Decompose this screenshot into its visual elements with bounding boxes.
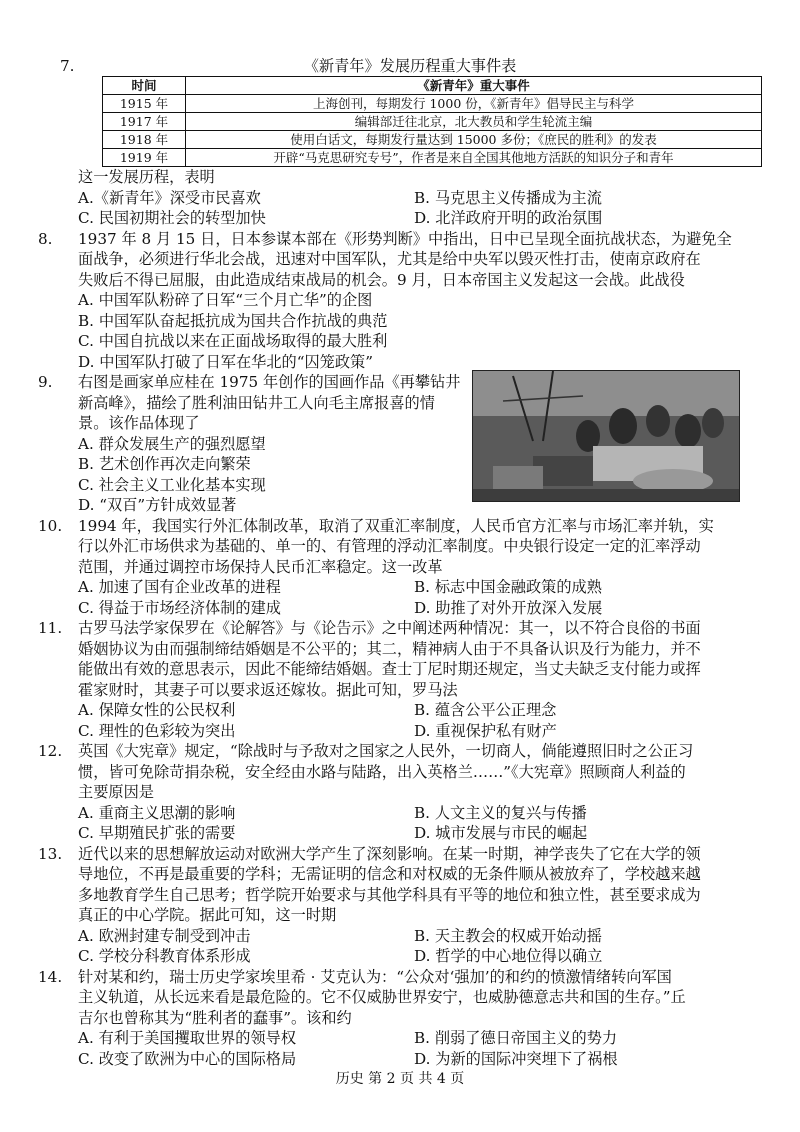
cell-year: 1919 年 [103,149,186,167]
events-table [102,76,762,167]
question-number: 13. [38,844,63,863]
option-b[interactable]: B. 中国军队奋起抵抗成为国共合作抗战的典范 [78,311,388,330]
painting-image [472,370,740,502]
table-title: 《新青年》发展历程重大事件表 [303,57,517,75]
question-12 [38,741,748,844]
stem-line: 主义轨道，从长远来看是最危险的。它不仅威胁世界安宁，也威胁德意志共和国的生存。”丘 [78,988,686,1006]
option-a[interactable]: A. 群众发展生产的强烈愿望 [78,434,266,453]
option-a[interactable]: A. 保障女性的公民权利 [78,701,236,719]
option-c[interactable]: C. 民国初期社会的转型加快 [78,209,266,227]
cell-event: 上海创刊，每期发行 1000 份，《新青年》倡导民主与科学 [186,95,762,113]
option-a[interactable]: A. 加速了国有企业改革的进程 [78,578,281,596]
question-number: 8. [38,229,53,248]
option-d[interactable]: D. “双百”方针成效显著 [78,496,237,514]
option-c[interactable]: C. 理性的色彩较为突出 [78,721,236,740]
cell-event: 使用白话文，每期发行量达到 15000 多份；《庶民的胜利》的发表 [186,131,762,149]
table-row [103,131,762,149]
option-a[interactable]: A. 重商主义思潮的影响 [78,803,236,822]
stem-line: 失败后不得已屈服，由此造成结束战局的机会。9 月，日本帝国主义发起这一会战。此战役 [78,270,685,289]
options [78,290,748,372]
cell-year: 1915 年 [103,95,186,113]
stem-line: 真正的中心学院。据此可知，这一时期 [78,906,337,924]
stem-line: 1937 年 8 月 15 日，日本参谋本部在《形势判断》中指出，日中已呈现全面抗战状态，为避免全 [78,229,732,248]
stem-line: 行以外汇市场供求为基础的、单一的、有管理的浮动汇率制度。中央银行设定一定的汇率浮动 [78,537,701,555]
option-a[interactable]: A. 欧洲封建专制受到冲击 [78,926,251,945]
question-14 [38,967,748,1070]
option-d[interactable]: D. 中国军队打破了日军在华北的“囚笼政策” [78,352,374,371]
table-row [103,149,762,167]
question-number: 12. [38,742,63,760]
question-7-header [62,56,748,76]
option-b[interactable]: B. 人文主义的复兴与传播 [414,803,587,822]
stem-line: 霍家财时，其妻子可以要求返还嫁妆。据此可知，罗马法 [78,680,458,699]
stem-line: 面战争，必须进行华北会战，迅速对中国军队，尤其是给中央军以毁灭性打击，使南京政府在 [78,250,701,268]
stem-line: 新高峰》，描绘了胜利油田钻井工人向毛主席报喜的情 [78,393,435,412]
question-7-body [62,167,748,229]
options [78,188,748,229]
stem-line: 景。该作品体现了 [78,414,200,432]
question-number: 7. [60,57,75,75]
stem-line: 1994 年，我国实行外汇体制改革，取消了双重汇率制度，人民币官方汇率与市场汇率并轨，实 [78,516,714,535]
option-d[interactable]: D. 助推了对外开放深入发展 [414,598,603,617]
question-9 [38,372,748,516]
question-13 [38,844,748,967]
cell-event: 编辑部迁往北京，北大教员和学生轮流主编 [186,113,762,131]
table-row [103,113,762,131]
stem-line: 古罗马法学家保罗在《论解答》与《论告示》之中阐述两种情况：其一，以不符合良俗的书面 [78,619,701,637]
option-d[interactable]: D. 重视保护私有财产 [414,721,557,740]
stem-line: 多地教育学生自己思考；哲学院开始要求与其他学科具有平等的地位和独立性，甚至要求成为 [78,885,701,904]
stem-line: 英国《大宪章》规定，“除战时与予敌对之国家之人民外，一切商人，倘能遵照旧时之公正习 [78,742,694,760]
stem-line: 导地位，不再是最重要的学科；无需证明的信念和对权威的无条件顺从被放弃了，学校越来越 [78,865,701,883]
stem-line: 近代以来的思想解放运动对欧洲大学产生了深刻影响。在某一时期，神学丧失了它在大学的领 [78,844,701,863]
painting-icon [473,371,739,501]
option-b[interactable]: B. 艺术创作再次走向繁荣 [78,455,251,473]
question-text [78,372,478,516]
option-b[interactable]: B. 标志中国金融政策的成熟 [414,578,602,596]
option-c[interactable]: C. 改变了欧洲为中心的国际格局 [78,1049,297,1068]
question-number: 10. [38,516,63,535]
option-c[interactable]: C. 学校分科教育体系形成 [78,947,251,965]
table-header-row [103,77,762,95]
question-10 [38,516,748,619]
question-stem: 这一发展历程，表明 [78,168,215,186]
cell-event: 开辟“马克思研究专号”，作者是来自全国其他地方活跃的知识分子和青年 [186,149,762,167]
stem-line: 婚姻协议为由而强制缔结婚姻是不公平的；其二，精神病人由于不具备认识及行为能力，并不 [78,639,701,658]
option-b[interactable]: B. 蕴含公平公正理念 [414,701,557,719]
option-c[interactable]: C. 中国自抗战以来在正面战场取得的最大胜利 [78,332,388,350]
stem-line: 能做出有效的意思表示，因此不能缔结婚姻。查士丁尼时期还规定，当丈夫缺乏支付能力或挥 [78,660,701,678]
stem-line: 惯，皆可免除苛捐杂税，安全经由水路与陆路，出入英格兰……”《大宪章》照顾商人利益的 [78,762,686,781]
option-b[interactable]: B. 削弱了德日帝国主义的势力 [414,1029,618,1047]
option-b[interactable]: B. 天主教会的权威开始动摇 [414,926,602,945]
question-number: 14. [38,967,63,986]
table-row [103,95,762,113]
stem-line: 主要原因是 [78,783,154,801]
option-d[interactable]: D. 哲学的中心地位得以确立 [414,947,603,965]
options [78,803,748,844]
option-b[interactable]: B. 马克思主义传播成为主流 [414,188,602,207]
option-d[interactable]: D. 为新的国际冲突埋下了祸根 [414,1049,618,1068]
stem-line: 针对某和约，瑞士历史学家埃里希 · 艾克认为：“公众对‘强加’的和约的愤激情绪转向军国 [78,967,672,986]
option-d[interactable]: D. 城市发展与市民的崛起 [414,824,588,842]
option-a[interactable]: A.《新青年》深受市民喜欢 [78,188,261,207]
stem-line: 范围，并通过调控市场保持人民币汇率稳定。这一改革 [78,557,443,576]
question-number: 9. [38,373,53,391]
options [78,1028,748,1069]
option-c[interactable]: C. 社会主义工业化基本实现 [78,475,266,494]
question-number: 11. [38,619,63,637]
option-a[interactable]: A. 有利于美国攫取世界的领导权 [78,1029,297,1047]
col-header-event: 《新青年》重大事件 [186,77,762,95]
question-8 [38,229,748,373]
option-c[interactable]: C. 得益于市场经济体制的建成 [78,598,281,617]
option-d[interactable]: D. 北洋政府开明的政治氛围 [414,209,603,227]
options [78,926,748,967]
cell-year: 1918 年 [103,131,186,149]
options [78,434,478,516]
options [78,577,748,618]
exam-page [38,56,748,1069]
option-a[interactable]: A. 中国军队粉碎了日军“三个月亡华”的企图 [78,291,373,309]
cell-year: 1917 年 [103,113,186,131]
stem-line: 右图是画家单应桂在 1975 年创作的国画作品《再攀钻井 [78,373,461,391]
question-11 [38,618,748,741]
page-footer: 历史 第 2 页 共 4 页 [335,1071,465,1087]
option-c[interactable]: C. 早期殖民扩张的需要 [78,824,236,842]
stem-line: 吉尔也曾称其为“胜利者的蠢事”。该和约 [78,1008,352,1027]
options [78,700,748,741]
col-header-time: 时间 [103,77,186,95]
